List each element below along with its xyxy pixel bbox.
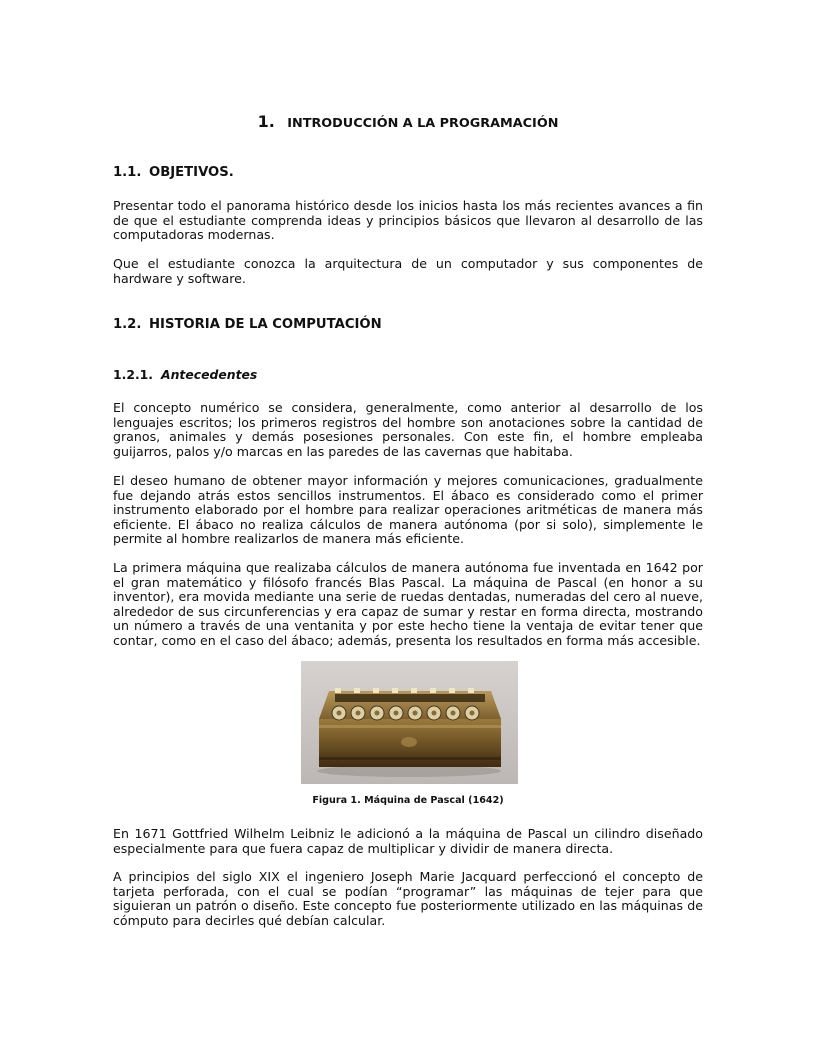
figure-caption: Figura 1. Máquina de Pascal (1642) [312,795,504,806]
subsection-number: 1.2.1. [113,367,153,382]
chapter-title: INTRODUCCIÓN A LA PROGRAMACIÓN [287,116,559,131]
chapter-heading [113,112,703,132]
pascal-machine-image [301,661,518,784]
section-heading-objetivos [113,166,234,181]
paragraph-objetivo-1: Presentar todo el panorama histórico desde los inicios hasta los más recientes avances a fin de que el estudiante comprenda ideas y principios básicos que llevaron al desarrollo de las computadoras modernas. [113,198,703,243]
section-title: HISTORIA DE LA COMPUTACIÓN [149,317,382,332]
section-number: 1.1. [113,165,142,180]
section-number: 1.2. [113,317,142,332]
paragraph-antecedentes-3: La primera máquina que realizaba cálculos de manera autónoma fue inventada en 1642 por el gran matemático y filósofo francés Blas Pascal. La máquina de Pascal (en honor a su inventor), era movida mediante una serie de ruedas dentadas, numeradas del cero al nueve, alrededor de sus circunferencias y era capaz de sumar y restar en forma directa, mostrando un número a través de una ventanita y por este hecho tiene la ventaja de evitar tener que contar, como en el caso del ábaco; además, presenta los resultados en forma más accesible. [113,560,703,648]
section-heading-historia [113,318,382,333]
paragraph-antecedentes-4: En 1671 Gottfried Wilhelm Leibniz le adicionó a la máquina de Pascal un cilindro diseñado especialmente para que fuera capaz de multiplicar y dividir de manera directa. [113,826,703,856]
subsection-heading-antecedentes [113,368,257,383]
paragraph-antecedentes-1: El concepto numérico se considera, generalmente, como anterior al desarrollo de los lenguajes escritos; los primeros registros del hombre son anotaciones sobre la cantidad de granos, animales y demás posesiones personales. Con este fin, el hombre empleaba guijarros, palos y/o marcas en las paredes de las cavernas que habitaba. [113,400,703,459]
paragraph-antecedentes-2: El deseo humano de obtener mayor información y mejores comunicaciones, gradualmente fue dejando atrás estos sencillos instrumentos. El ábaco es considerado como el primer instrumento elaborado por el hombre para realizar operaciones aritméticas de manera más eficiente. El ábaco no realiza cálculos de manera autónoma (por si solo), simplemente le permite al hombre realizarlos de manera más eficiente. [113,473,703,547]
chapter-number: 1. [257,112,275,131]
paragraph-antecedentes-5: A principios del siglo XIX el ingeniero Joseph Marie Jacquard perfeccionó el concepto de tarjeta perforada, con el cual se podían “programar” las máquinas de tejer para que siguieran un patrón o diseño. Este concepto fue posteriormente utilizado en las máquinas de cómputo para decirles qué debían calcular. [113,869,703,928]
subsection-title: Antecedentes [161,367,258,382]
paragraph-objetivo-2: Que el estudiante conozca la arquitectura de un computador y sus componentes de hardware y software. [113,256,703,286]
section-title: OBJETIVOS. [149,165,234,180]
